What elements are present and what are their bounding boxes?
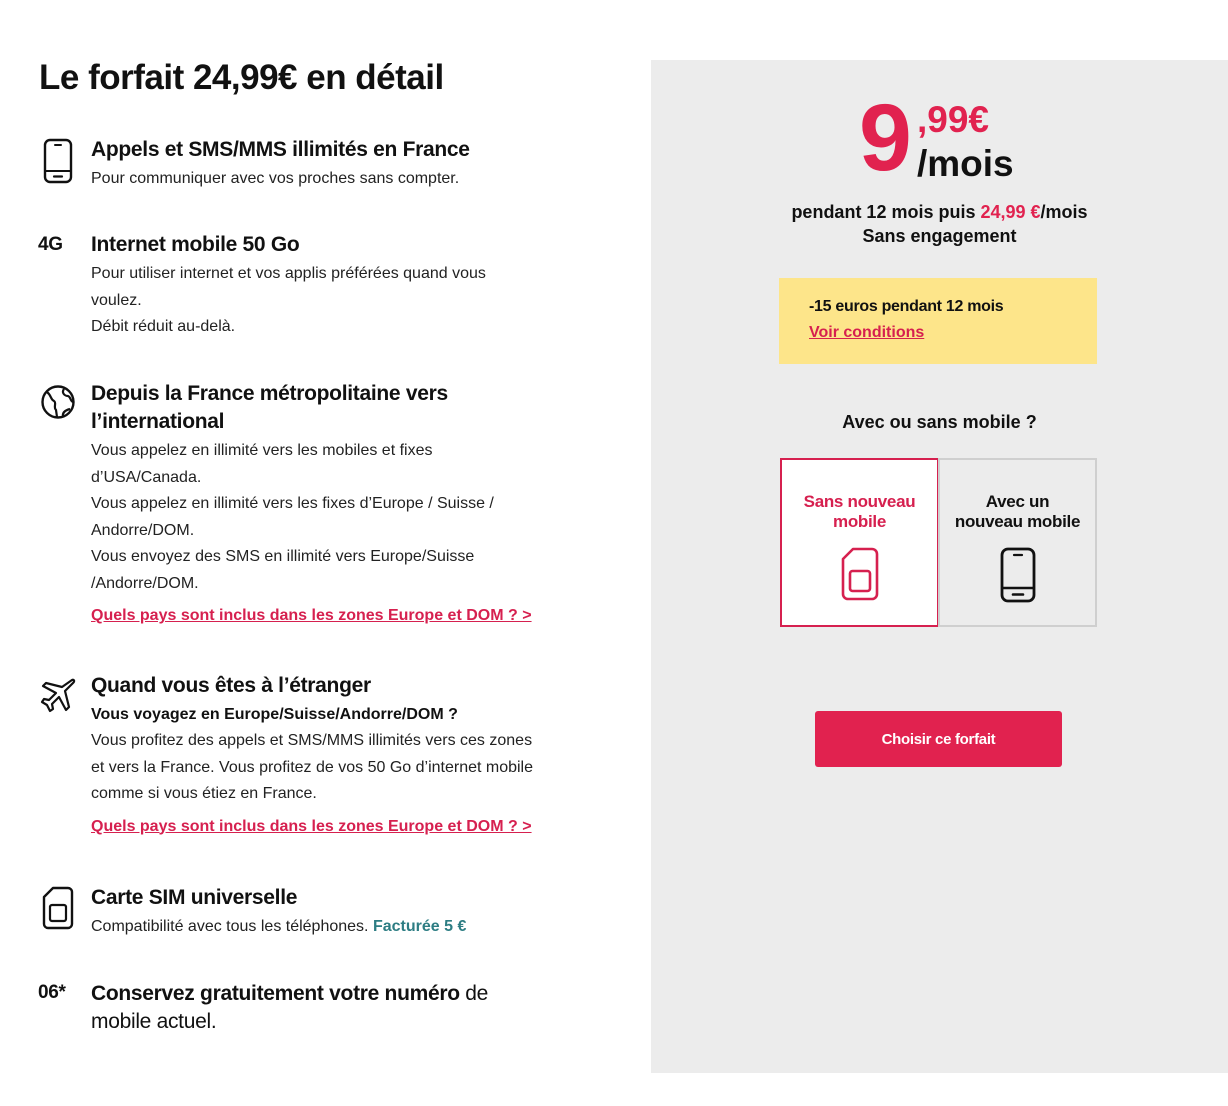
- price-after-line: [651, 200, 1228, 224]
- zones-europe-dom-link-2[interactable]: Quels pays sont inclus dans les zones Europe et DOM ? >: [91, 817, 532, 835]
- sim-card-icon: [38, 886, 78, 934]
- feature-international: [38, 380, 598, 640]
- option-with-mobile[interactable]: [938, 458, 1097, 627]
- text-line: voulez.: [91, 291, 142, 309]
- feature-abroad: [38, 672, 598, 852]
- mobile-choice-group: [780, 458, 1097, 627]
- offer-panel: [651, 60, 1228, 1073]
- feature-keep-number: [38, 980, 598, 1040]
- keep-number-line2: mobile actuel.: [91, 1010, 217, 1033]
- text-line: Débit réduit au-delà.: [91, 318, 236, 335]
- feature-title: Carte SIM universelle: [91, 886, 298, 909]
- feature-title: Quand vous êtes à l’étranger: [91, 674, 371, 697]
- option-label-line: Sans nouveau: [803, 492, 916, 511]
- feature-sim: [38, 884, 598, 944]
- after-price: 24,99 €: [980, 202, 1041, 222]
- promo-conditions-link[interactable]: Voir conditions: [809, 324, 925, 341]
- keep-number-text: [91, 980, 561, 1036]
- text-line: et vers la France. Vous profitez de vos 50 Go d’internet mobile: [91, 758, 534, 776]
- smartphone-icon: [940, 546, 1095, 604]
- title-line: l’international: [91, 410, 225, 433]
- feature-text: [91, 914, 561, 941]
- price-decimals: ,99€: [917, 99, 990, 140]
- price-details: [651, 200, 1228, 248]
- text-line: Vous profitez des appels et SMS/MMS illimités vers ces zones: [91, 732, 533, 749]
- option-label: [782, 492, 937, 532]
- text-line: d’USA/Canada.: [91, 468, 202, 486]
- feature-title: Internet mobile 50 Go: [91, 233, 300, 256]
- promo-text: -15 euros pendant 12 mois: [809, 298, 1004, 315]
- zones-europe-dom-link[interactable]: Quels pays sont inclus dans les zones Europe et DOM ? >: [91, 607, 532, 624]
- after-prefix: pendant 12 mois puis: [791, 202, 981, 222]
- airplane-icon: [38, 676, 78, 724]
- price-period: /mois: [917, 143, 1014, 184]
- feature-title: [91, 380, 561, 436]
- promo-banner: [779, 278, 1097, 364]
- price-integer: 9: [859, 85, 909, 191]
- sim-card-icon: [782, 546, 937, 602]
- option-label-line: Avec un: [985, 492, 1050, 511]
- smartphone-icon: [38, 138, 78, 186]
- feature-subtitle: Vous voyagez en Europe/Suisse/Andorre/DOM ?: [91, 706, 458, 723]
- option-label: [940, 492, 1095, 532]
- feature-text: [91, 261, 561, 341]
- text-line: Vous envoyez des SMS en illimité vers Europe/Suisse: [91, 548, 475, 565]
- 06-badge: 06*: [38, 982, 66, 1003]
- sim-compat-text: Compatibilité avec tous les téléphones.: [91, 918, 369, 935]
- feature-text: [91, 438, 561, 597]
- text-line: Pour utiliser internet et vos applis préférées quand vous: [91, 265, 486, 282]
- option-label-line: mobile: [833, 512, 886, 531]
- choose-plan-button[interactable]: Choisir ce forfait: [815, 711, 1062, 767]
- title-line: Depuis la France métropolitaine vers: [91, 382, 448, 405]
- page-title: Le forfait 24,99€ en détail: [39, 58, 444, 97]
- feature-internet: [38, 231, 598, 346]
- text-line: /Andorre/DOM.: [91, 574, 199, 592]
- feature-calls: [38, 136, 598, 196]
- text-line: Vous appelez en illimité vers les fixes d’Europe / Suisse /: [91, 495, 494, 512]
- keep-number-bold: Conservez gratuitement votre numéro: [91, 982, 460, 1005]
- text-line: comme si vous étiez en France.: [91, 785, 317, 802]
- after-suffix: /mois: [1040, 202, 1088, 222]
- option-label-line: nouveau mobile: [954, 512, 1081, 531]
- mobile-choice-question: Avec ou sans mobile ?: [842, 412, 1037, 432]
- text-line: Vous appelez en illimité vers les mobiles et fixes: [91, 442, 433, 459]
- sim-price-note: Facturée 5 €: [372, 918, 467, 935]
- option-without-mobile[interactable]: [780, 458, 939, 627]
- feature-title: Appels et SMS/MMS illimités en France: [91, 138, 470, 161]
- globe-icon: [38, 384, 78, 432]
- keep-number-rest: de: [459, 982, 489, 1005]
- price: [859, 85, 1059, 196]
- feature-text: [91, 728, 561, 808]
- commitment-text: Sans engagement: [862, 226, 1017, 246]
- 4g-badge: 4G: [38, 234, 63, 255]
- text-line: Andorre/DOM.: [91, 521, 195, 539]
- feature-text: Pour communiquer avec vos proches sans compter.: [91, 170, 460, 187]
